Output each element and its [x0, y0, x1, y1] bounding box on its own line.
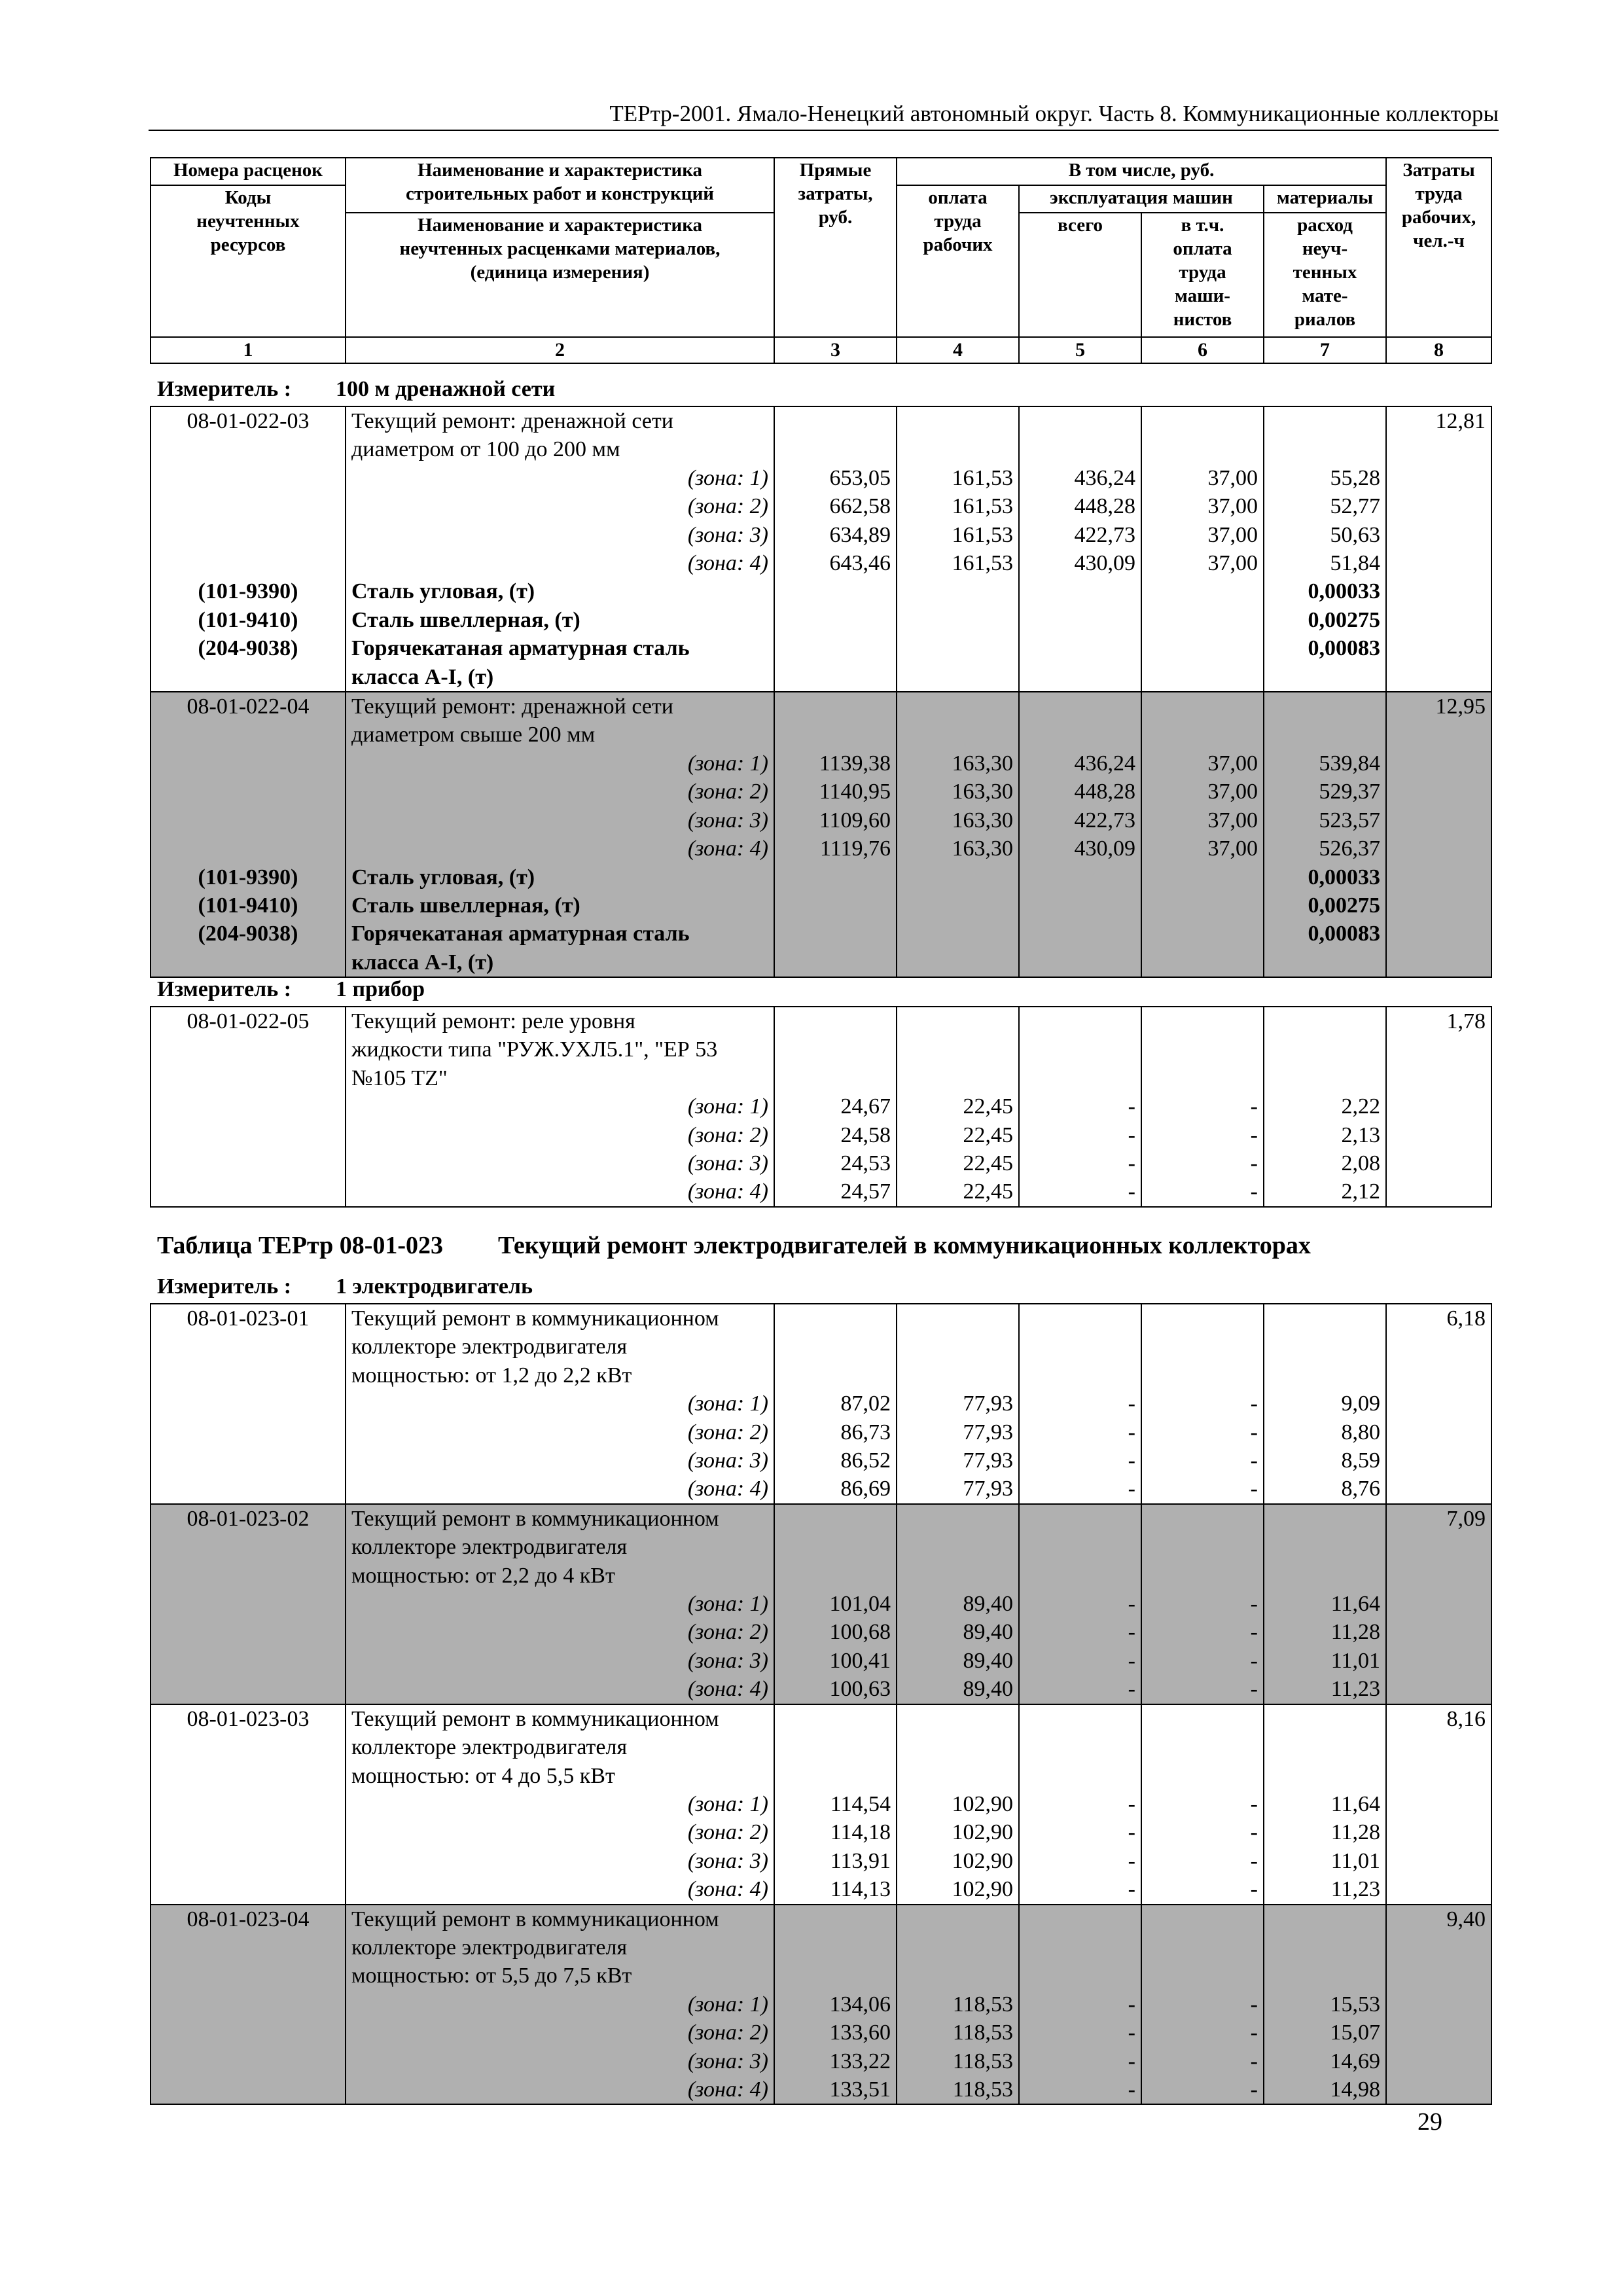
col-resource-codes-header: Коды неучтенных ресурсов [151, 185, 346, 337]
page-number: 29 [1418, 2108, 1442, 2136]
materials-cost: 539,84 529,37 523,57 526,37 0,00033 0,00275 0,00083 [1264, 692, 1386, 977]
rate-description: Текущий ремонт в коммуникационном коллекторе электродвигателя мощностью: от 4 до 5,5 кВт (зона: 1) (зона: 2) (зона: 3) (зона: 4) [346, 1704, 774, 1905]
rate-row [151, 1704, 1491, 1905]
direct-costs: 87,02 86,73 86,52 86,69 [774, 1304, 897, 1504]
rate-row [151, 406, 1491, 692]
worker-wage: 89,40 89,40 89,40 89,40 [897, 1504, 1019, 1704]
rate-description: Текущий ремонт в коммуникационном коллекторе электродвигателя мощностью: от 2,2 до 4 кВт (зона: 1) (зона: 2) (зона: 3) (зона: 4) [346, 1504, 774, 1704]
col-number: 1 [151, 337, 346, 363]
col-number: 4 [897, 337, 1019, 363]
machinist-wage: - - - - [1141, 1504, 1264, 1704]
worker-wage: 161,53 161,53 161,53 161,53 [897, 406, 1019, 692]
worker-wage: 77,93 77,93 77,93 77,93 [897, 1304, 1019, 1504]
labor-costs: 8,16 [1386, 1704, 1491, 1905]
rate-description: Текущий ремонт в коммуникационном коллекторе электродвигателя мощностью: от 1,2 до 2,2 кВт (зона: 1) (зона: 2) (зона: 3) (зона: 4) [346, 1304, 774, 1504]
rate-description: Текущий ремонт: дренажной сети диаметром от 100 до 200 мм (зона: 1) (зона: 2) (зона: 3) (зона: 4) Сталь угловая, (т) Сталь швеллерная, (т) Горячекатаная арматурная сталь класса А-I, (т) [346, 406, 774, 692]
rate-code: 08-01-022-03 (101-9390) (101-9410) (204-9038) [151, 406, 346, 692]
machinist-wage: 37,00 37,00 37,00 37,00 [1141, 406, 1264, 692]
rate-row [151, 1504, 1491, 1704]
col-work-name-header: Наименование и характеристика строительных работ и конструкций [346, 158, 774, 213]
rate-row [151, 1905, 1491, 2105]
col-labor-header: Затраты труда рабочих, чел.-ч [1386, 158, 1491, 337]
machinist-wage: - - - - [1141, 1007, 1264, 1207]
labor-costs: 12,81 [1386, 406, 1491, 692]
materials-cost: 55,28 52,77 50,63 51,84 0,00033 0,00275 0,00083 [1264, 406, 1386, 692]
rate-code: 08-01-022-05 [151, 1007, 346, 1207]
machinist-wage: - - - - [1141, 1704, 1264, 1905]
col-number: 3 [774, 337, 897, 363]
direct-costs: 653,05 662,58 634,89 643,46 [774, 406, 897, 692]
machines-total: - - - - [1019, 1905, 1141, 2105]
measure-label: Измеритель : 1 электродвигатель [157, 1274, 533, 1299]
direct-costs: 114,54 114,18 113,91 114,13 [774, 1704, 897, 1905]
machines-header: эксплуатация машин [1019, 185, 1264, 213]
materials-cost: 9,09 8,80 8,59 8,76 [1264, 1304, 1386, 1504]
in-total-header: В том числе, руб. [897, 158, 1386, 185]
worker-wage: 22,45 22,45 22,45 22,45 [897, 1007, 1019, 1207]
col-wage-header: оплата труда рабочих [897, 185, 1019, 337]
rate-description: Текущий ремонт: реле уровня жидкости типа "РУЖ.УХЛ5.1", "ЕР 53 №105 TZ" (зона: 1) (зона: 2) (зона: 3) (зона: 4) [346, 1007, 774, 1207]
rates-table-drainage [150, 406, 1492, 978]
col-number: 5 [1019, 337, 1141, 363]
machinist-wage: - - - - [1141, 1304, 1264, 1504]
measure-label: Измеритель : 100 м дренажной сети [157, 377, 556, 401]
col-number: 2 [346, 337, 774, 363]
measure-label: Измеритель : 1 прибор [157, 977, 425, 1001]
rate-code: 08-01-023-02 [151, 1504, 346, 1704]
table-title: Таблица ТЕРтр 08-01-023 Текущий ремонт электродвигателей в коммуникационных коллекторах [157, 1232, 1311, 1259]
rate-description: Текущий ремонт в коммуникационном коллекторе электродвигателя мощностью: от 5,5 до 7,5 кВт (зона: 1) (зона: 2) (зона: 3) (зона: 4) [346, 1905, 774, 2105]
machinist-wage: 37,00 37,00 37,00 37,00 [1141, 692, 1264, 977]
rate-code: 08-01-022-04 (101-9390) (101-9410) (204-9038) [151, 692, 346, 977]
machines-total: 436,24 448,28 422,73 430,09 [1019, 692, 1141, 977]
direct-costs: 24,67 24,58 24,53 24,57 [774, 1007, 897, 1207]
col-machines-total-header: всего [1019, 213, 1141, 337]
direct-costs: 101,04 100,68 100,41 100,63 [774, 1504, 897, 1704]
col-number: 8 [1386, 337, 1491, 363]
machines-total: - - - - [1019, 1007, 1141, 1207]
machines-total: - - - - [1019, 1704, 1141, 1905]
direct-costs: 134,06 133,60 133,22 133,51 [774, 1905, 897, 2105]
col-machinist-wage-header: в т.ч. оплата труда маши- нистов [1141, 213, 1264, 337]
materials-cost: 11,64 11,28 11,01 11,23 [1264, 1704, 1386, 1905]
col-rate-numbers-header: Номера расценок [151, 158, 346, 185]
col-material-name-header: Наименование и характеристика неучтенных расценками материалов, (единица измерения) [346, 213, 774, 337]
rate-code: 08-01-023-03 [151, 1704, 346, 1905]
rate-row [151, 692, 1491, 977]
direct-costs: 1139,38 1140,95 1109,60 1119,76 [774, 692, 897, 977]
rate-row [151, 1007, 1491, 1207]
materials-cost: 15,53 15,07 14,69 14,98 [1264, 1905, 1386, 2105]
labor-costs: 9,40 [1386, 1905, 1491, 2105]
rate-code: 08-01-023-01 [151, 1304, 346, 1504]
page-header: ТЕРтр-2001. Ямало-Ненецкий автономный округ. Часть 8. Коммуникационные коллекторы [149, 98, 1499, 131]
worker-wage: 102,90 102,90 102,90 102,90 [897, 1704, 1019, 1905]
rate-code: 08-01-023-04 [151, 1905, 346, 2105]
col-number: 7 [1264, 337, 1386, 363]
machinist-wage: - - - - [1141, 1905, 1264, 2105]
labor-costs: 12,95 [1386, 692, 1491, 977]
rate-description: Текущий ремонт: дренажной сети диаметром свыше 200 мм (зона: 1) (зона: 2) (зона: 3) (зона: 4) Сталь угловая, (т) Сталь швеллерная, (т) Горячекатаная арматурная сталь класса А-I, (т) [346, 692, 774, 977]
materials-cost: 11,64 11,28 11,01 11,23 [1264, 1504, 1386, 1704]
col-number: 6 [1141, 337, 1264, 363]
worker-wage: 118,53 118,53 118,53 118,53 [897, 1905, 1019, 2105]
materials-cost: 2,22 2,13 2,08 2,12 [1264, 1007, 1386, 1207]
labor-costs: 6,18 [1386, 1304, 1491, 1504]
materials-header: материалы [1264, 185, 1386, 213]
col-materials-header: расход неуч- тенных мате- риалов [1264, 213, 1386, 337]
rates-table-relay [150, 1006, 1492, 1208]
col-direct-costs-header: Прямые затраты, руб. [774, 158, 897, 337]
rate-row [151, 1304, 1491, 1504]
labor-costs: 7,09 [1386, 1504, 1491, 1704]
table-header [150, 157, 1492, 364]
machines-total: 436,24 448,28 422,73 430,09 [1019, 406, 1141, 692]
rates-table-motors [150, 1303, 1492, 2105]
machines-total: - - - - [1019, 1504, 1141, 1704]
machines-total: - - - - [1019, 1304, 1141, 1504]
worker-wage: 163,30 163,30 163,30 163,30 [897, 692, 1019, 977]
labor-costs: 1,78 [1386, 1007, 1491, 1207]
